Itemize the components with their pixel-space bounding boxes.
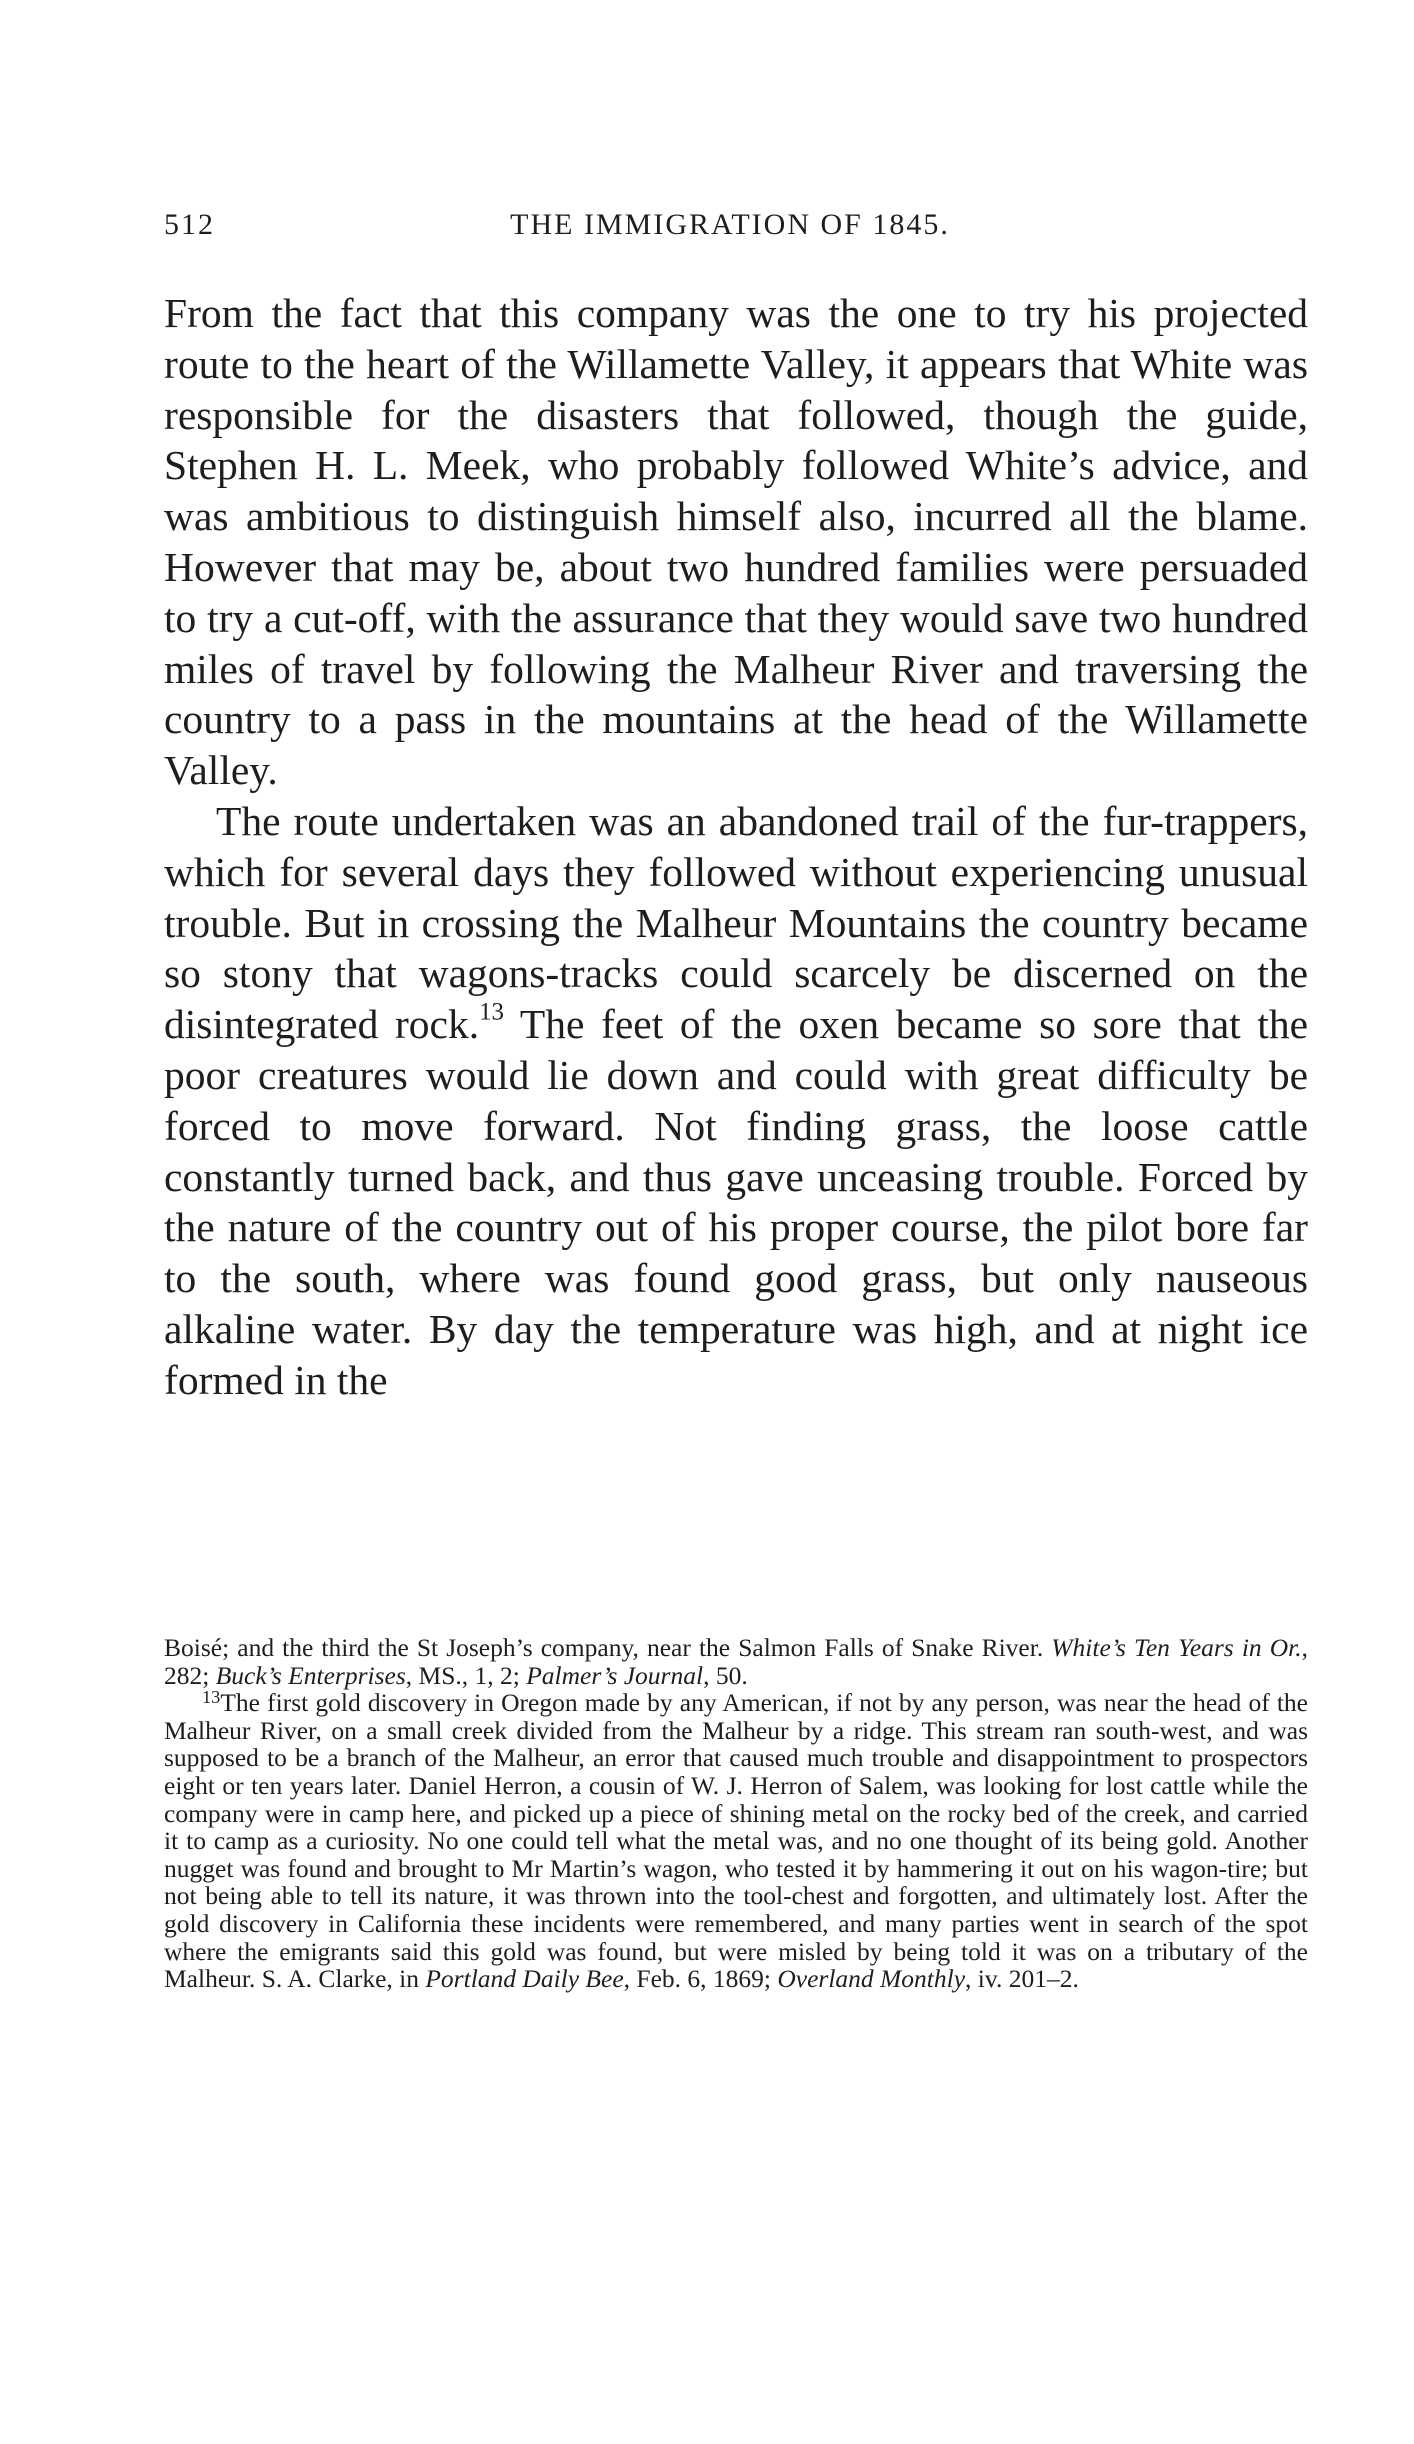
footnote-13 — [164, 1686, 1308, 1994]
citation-portland-daily-bee: Portland Daily Bee — [425, 1964, 624, 1994]
footnote-continuation-text: , 282; — [164, 1633, 1308, 1690]
page-header — [164, 208, 1296, 252]
citation-palmers-journal: Palmer’s Journal — [526, 1660, 704, 1690]
footnote-reference-13[interactable]: 13 — [479, 998, 504, 1026]
footnote-13-text: , iv. 201–2. — [965, 1964, 1079, 1994]
citation-bucks-enterprises: Buck’s Enterprises — [215, 1660, 406, 1690]
main-text — [164, 288, 1308, 1406]
footnote-continuation — [164, 1634, 1308, 1689]
footnote-13-number: 13 — [202, 1686, 221, 1707]
footnote-continuation-text: Boisé; and the third the St Joseph’s company, near the Salmon Falls of Snake River. — [164, 1633, 1052, 1662]
footnote-continuation-text: , MS., 1, 2; — [405, 1660, 527, 1690]
paragraph-1 — [164, 288, 1308, 796]
citation-whites-ten-years: White’s Ten Years in Or. — [1051, 1633, 1302, 1662]
paragraph-2-text-b: The feet of the oxen became so sore that the poor creatures would lie down and could with great difficulty be forced to move forward. Not finding grass, the loose cattle constantly turned back, and thus gave unceasing trouble. Forced by the nature of the country out of his proper course, the pilot bore far to the south, where was found good grass, but only nauseous alkaline water. By day the temperature was high, and at night ice formed in the — [164, 1001, 1308, 1403]
paragraph-2-text-a: The route undertaken was an abandoned trail of the fur-trappers, which for several days they followed without experiencing unusual trouble. But in crossing the Malheur Mountains the country became so stony that wagons-tracks could scarcely be discerned on the disintegrated rock. — [164, 797, 1308, 1048]
footnote-continuation-text: , 50. — [703, 1660, 748, 1690]
running-title: THE IMMIGRATION OF 1845. — [510, 208, 950, 241]
footnotes — [164, 1634, 1308, 1993]
footnote-13-text: , Feb. 6, 1869; — [623, 1964, 778, 1994]
footnote-13-text: The first gold discovery in Oregon made by any American, if not by any person, was near the head of the Malheur River, on a small creek divided from the Malheur by a ridge. This stream ran south-west, and was supposed to be a branch of the Malheur, an error that caused much trouble and disappointment to prospectors eight or ten years later. Daniel Herron, a cousin of W. J. Herron of Salem, was looking for lost cattle while the company were in camp here, and picked up a piece of shining metal on the rocky bed of the creek, and carried it to camp as a curiosity. No one could tell what the metal was, and no one thought of its being gold. Another nugget was found and brought to Mr Martin’s wagon, who tested it by hammering it out on his wagon-tire; but not being able to tell its nature, it was thrown into the tool-chest and forgotten, and ultimately lost. After the gold discovery in California these incidents were remembered, and many parties went in search of the spot where the emigrants said this gold was found, but were misled by being told it was on a tributary of the Malheur. S. A. Clarke, in — [164, 1688, 1308, 1994]
paragraph-2 — [164, 796, 1308, 1406]
citation-overland-monthly: Overland Monthly — [777, 1964, 966, 1994]
paragraph-1-text: From the fact that this company was the one to try his projected route to the heart of the Willamette Valley, it appears that White was responsible for the disasters that followed, though the guide, Stephen H. L. Meek, who probably followed White’s advice, and was ambitious to distinguish himself also, incurred all the blame. However that may be, about two hundred families were persuaded to try a cut-off, with the assurance that they would save two hundred miles of travel by following the Malheur River and traversing the country to a pass in the mountains at the head of the Willamette Valley. — [164, 290, 1308, 794]
page-number: 512 — [164, 208, 215, 241]
